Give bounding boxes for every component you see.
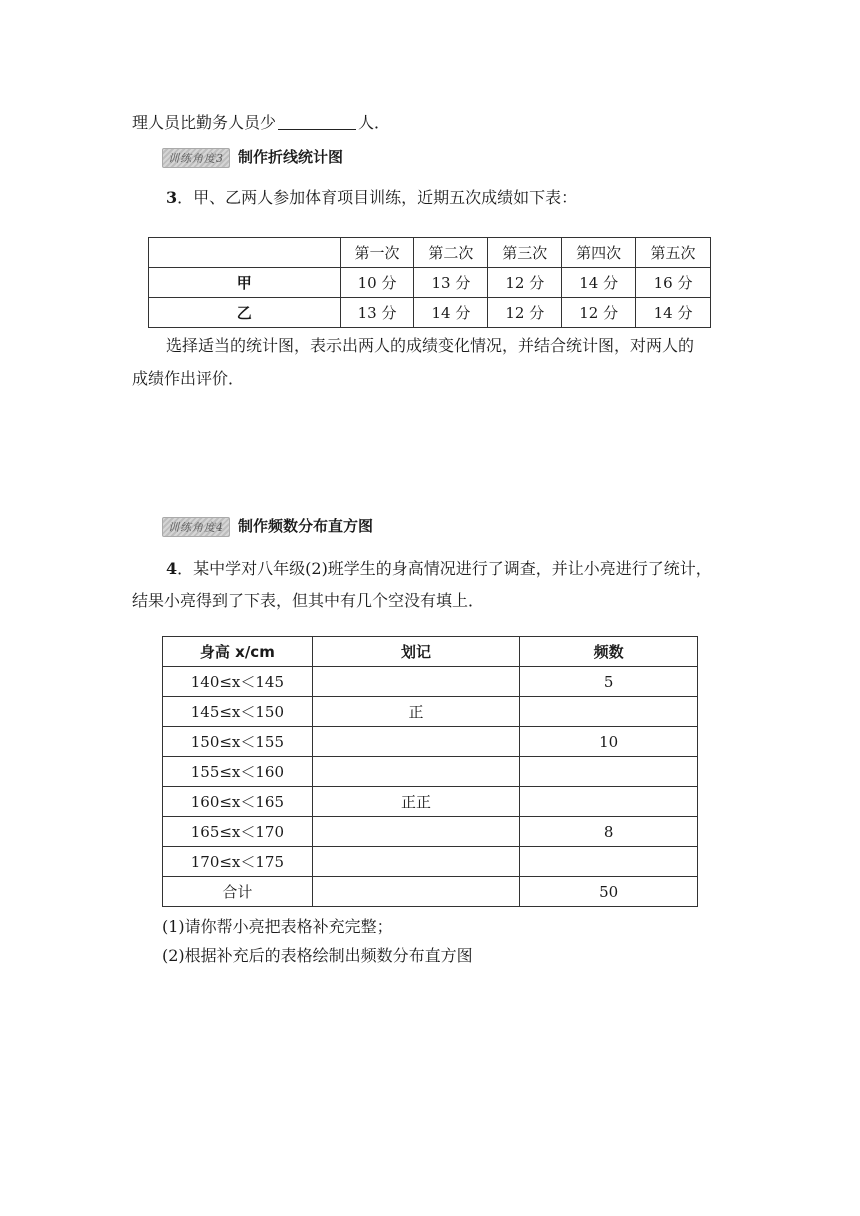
carryover-text-after: 人． [358,113,391,132]
section-title: 制作频数分布直方图 [238,517,374,535]
header-cell: 第一次 [340,238,414,268]
row-label: 乙 [149,298,341,328]
question-text: ．某中学对八年级(2)班学生的身高情况进行了调查，并让小亮进行了统计， [177,559,712,578]
header-cell: 第三次 [488,238,562,268]
sub-question-1: (1)请你帮小亮把表格补充完整； [162,917,393,936]
table-row [163,667,698,697]
table-cell: 14 分 [636,298,711,328]
range-cell: 150≤x＜155 [163,727,313,757]
tally-cell[interactable] [312,877,520,907]
score-table [148,237,711,328]
question-number: 3 [166,188,178,207]
header-cell: 第五次 [636,238,711,268]
table-header-row [163,637,698,667]
header-cell: 第四次 [562,238,636,268]
range-cell: 170≤x＜175 [163,847,313,877]
frequency-cell[interactable]: 5 [520,667,698,697]
table-cell: 13 分 [414,268,488,298]
table-row [163,757,698,787]
table-cell: 13 分 [340,298,414,328]
table-cell: 10 分 [340,268,414,298]
height-frequency-table [162,636,698,907]
table-cell: 16 分 [636,268,711,298]
total-label-cell: 合计 [163,877,313,907]
table-row [149,298,711,328]
tally-cell[interactable] [312,817,520,847]
question-3 [166,185,577,208]
table-row [163,727,698,757]
section-header-4 [162,515,373,537]
section-header-3 [162,146,343,168]
tally-cell[interactable]: 正 [312,697,520,727]
table-row [149,268,711,298]
range-cell: 145≤x＜150 [163,697,313,727]
table-total-row [163,877,698,907]
frequency-cell[interactable] [520,757,698,787]
table-header-row [149,238,711,268]
answer-blank[interactable] [278,113,356,130]
instruction-line-2: 成绩作出评价． [132,369,245,388]
question-4-line-1 [166,556,712,579]
row-label: 甲 [149,268,341,298]
training-angle-badge: 训练角度4 [162,517,230,537]
tally-cell[interactable] [312,727,520,757]
table-cell: 12 分 [488,268,562,298]
header-cell [149,238,341,268]
range-cell: 160≤x＜165 [163,787,313,817]
frequency-cell[interactable]: 8 [520,817,698,847]
frequency-cell[interactable] [520,847,698,877]
header-cell: 频数 [520,637,698,667]
section-title: 制作折线统计图 [238,148,344,166]
instruction-line-1: 选择适当的统计图，表示出两人的成绩变化情况，并结合统计图，对两人的 [166,336,695,355]
frequency-cell[interactable]: 10 [520,727,698,757]
table-cell: 12 分 [562,298,636,328]
frequency-cell[interactable] [520,787,698,817]
header-cell: 身高 x/cm [163,637,313,667]
table-cell: 14 分 [562,268,636,298]
range-cell: 155≤x＜160 [163,757,313,787]
frequency-cell[interactable] [520,697,698,727]
total-frequency-cell: 50 [520,877,698,907]
table-row [163,817,698,847]
tally-cell[interactable] [312,757,520,787]
table-row [163,787,698,817]
question-number: 4 [166,559,178,578]
table-row [163,847,698,877]
question-4-line-2: 结果小亮得到了下表，但其中有几个空没有填上． [132,591,485,610]
header-cell: 第二次 [414,238,488,268]
tally-cell[interactable]: 正正 [312,787,520,817]
sub-question-2: (2)根据补充后的表格绘制出频数分布直方图 [162,946,473,965]
table-row [163,697,698,727]
carryover-text-before: 理人员比勤务人员少 [132,113,277,132]
range-cell: 165≤x＜170 [163,817,313,847]
question-text: ．甲、乙两人参加体育项目训练，近期五次成绩如下表： [177,188,578,207]
table-cell: 12 分 [488,298,562,328]
training-angle-badge: 训练角度3 [162,148,230,168]
tally-cell[interactable] [312,667,520,697]
table-cell: 14 分 [414,298,488,328]
text-line-carryover [132,110,390,133]
header-cell: 划记 [312,637,520,667]
tally-cell[interactable] [312,847,520,877]
range-cell: 140≤x＜145 [163,667,313,697]
